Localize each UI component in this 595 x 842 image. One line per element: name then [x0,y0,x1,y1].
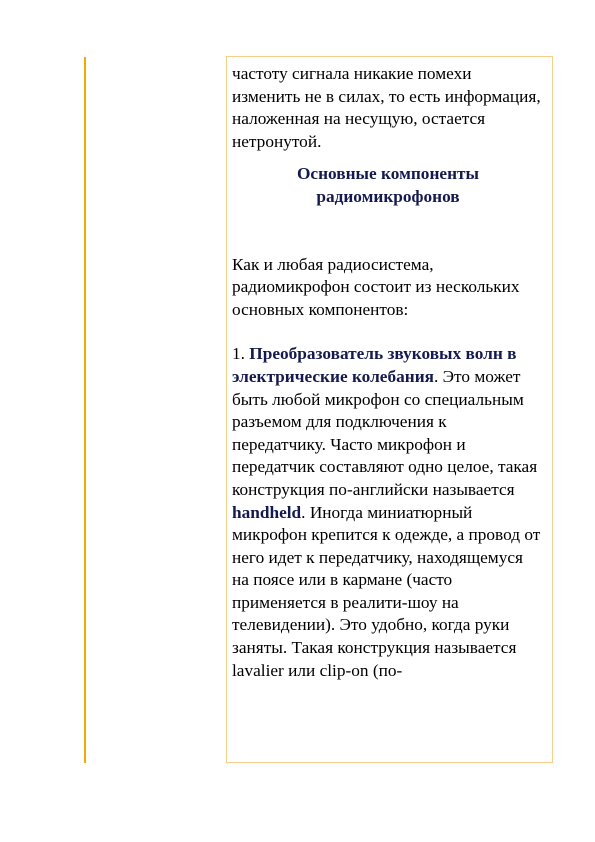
list-item-1 [232,343,544,682]
spacer [232,321,544,343]
item-text-b: . Иногда миниатюрный микрофон крепится к одежде, а провод от него идет к передатчику, находящемуся на поясе или в кармане (часто применяется в реалити-шоу на телевидении). Это удобно, когда руки заняты. Такая конструкция называется lavalier или clip-on (по- [232,502,541,680]
components-intro-paragraph: Как и любая радиосистема, радиомикрофон состоит из нескольких основных компонентов: [232,254,520,319]
section-heading [232,163,544,208]
text-frame [226,56,553,763]
item-title: Преобразователь звуковых волн в электрические колебания [232,344,517,386]
term-handheld: handheld [232,502,302,522]
intro-paragraph: частоту сигнала никакие помехи изменить не в силах, то есть информация, наложенная на несущую, остается нетронутой. [232,64,541,151]
heading-line-2: радиомикрофонов [316,186,460,206]
spacer [232,209,544,254]
margin-rule [84,57,86,763]
heading-line-1: Основные компоненты [296,164,480,184]
item-number: 1. [232,344,245,364]
item-text-a: . Это может быть любой микрофон со специальным разъемом для подключения к передатчику. Часто микрофон и передатчик составляют одно целое, такая конструкция по-английски называется [232,366,538,499]
